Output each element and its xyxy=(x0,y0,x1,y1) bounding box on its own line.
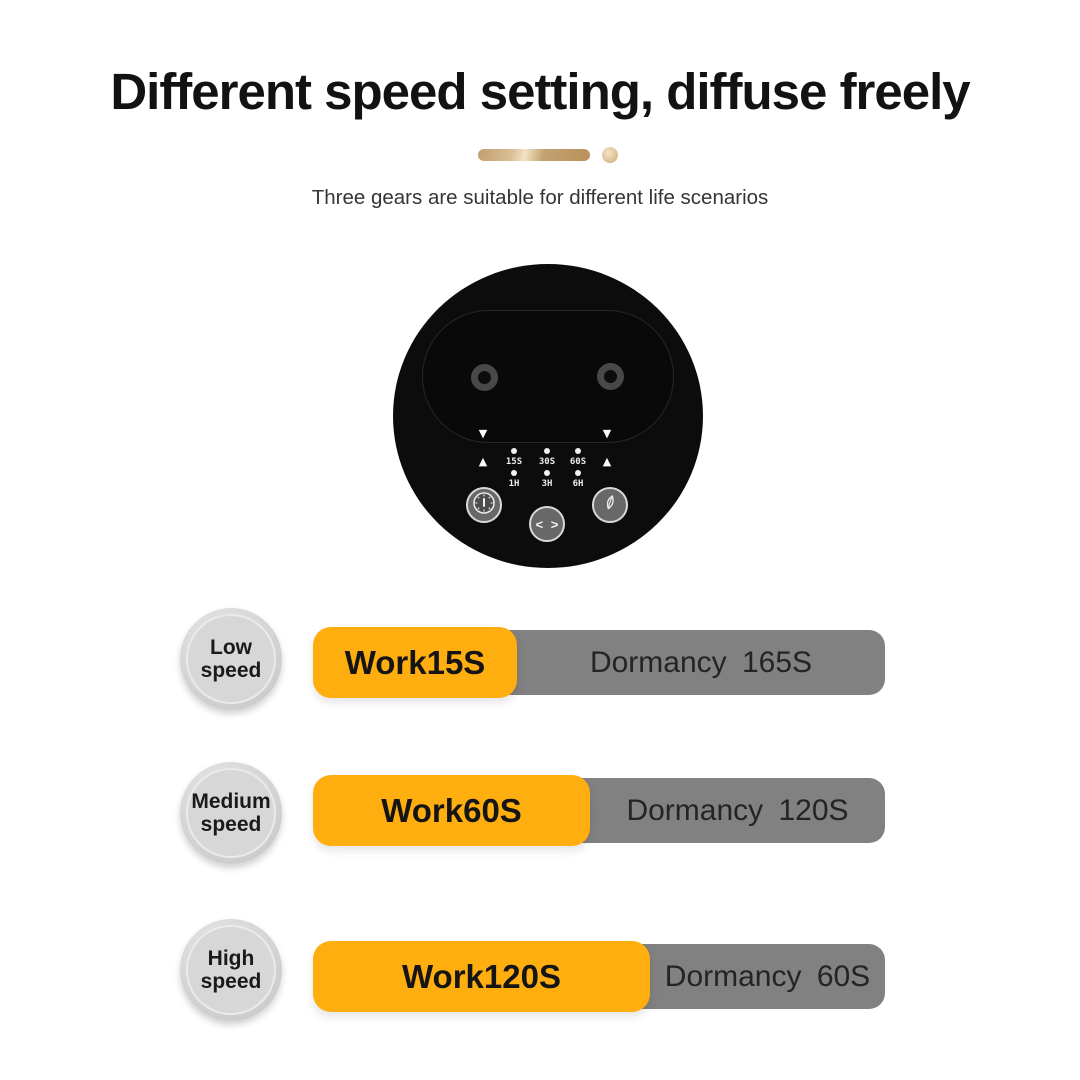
speed-badge-label xyxy=(186,768,276,858)
timer-label: 60S xyxy=(569,457,587,467)
indicator-dot xyxy=(575,470,581,476)
badge-line2: speed xyxy=(200,813,262,836)
mist-nozzle-left xyxy=(471,364,498,391)
speed-badge-label xyxy=(186,614,276,704)
badge-line1: Low xyxy=(210,636,252,659)
dormancy-label: Dormancy 120S xyxy=(626,793,849,827)
timer-label: 15S xyxy=(505,457,523,467)
dormancy-label: Dormancy 60S xyxy=(664,959,871,993)
mist-nozzle-right xyxy=(597,363,624,390)
timer-column-60s xyxy=(561,448,595,489)
badge-line1: Medium xyxy=(191,790,271,813)
triangle-up-icon: ▲ xyxy=(602,455,612,468)
left-right-arrows-icon: < > xyxy=(535,516,561,532)
timer-button xyxy=(466,487,502,523)
diffuser-top-view xyxy=(393,264,703,568)
page-subtitle: Three gears are suitable for different life scenarios xyxy=(311,186,769,209)
leaf-icon xyxy=(599,492,621,519)
indicator-dot xyxy=(511,470,517,476)
badge-line2: speed xyxy=(200,659,262,682)
speed-badge-high xyxy=(180,919,282,1021)
speed-badge-label xyxy=(186,925,276,1015)
triangle-down-icon: ▼ xyxy=(478,427,488,440)
gold-divider-bar xyxy=(478,149,590,161)
timer-column-30s xyxy=(530,448,564,489)
indicator-dot xyxy=(544,448,550,454)
mode-button xyxy=(529,506,565,542)
work-segment: Work15S xyxy=(313,627,517,698)
work-segment: Work120S xyxy=(313,941,650,1012)
mist-button xyxy=(592,487,628,523)
timer-column-15s xyxy=(497,448,531,489)
timer-label: 30S xyxy=(538,457,556,467)
gold-divider-dot xyxy=(602,147,618,163)
clock-icon xyxy=(472,491,496,520)
timer-label: 3H xyxy=(541,479,553,489)
triangle-up-icon: ▲ xyxy=(478,455,488,468)
speed-badge-medium xyxy=(180,762,282,864)
cycle-bar-medium xyxy=(313,775,885,846)
dormancy-label: Dormancy 165S xyxy=(589,645,813,679)
cycle-bar-high xyxy=(313,941,885,1012)
indicator-dot xyxy=(511,448,517,454)
page-title: Different speed setting, diffuse freely xyxy=(110,63,970,120)
badge-line1: High xyxy=(207,947,255,970)
mist-outlet-panel xyxy=(422,310,674,443)
indicator-dot xyxy=(544,470,550,476)
badge-line2: speed xyxy=(200,970,262,993)
cycle-bar-low xyxy=(313,627,885,698)
timer-label: 1H xyxy=(508,479,520,489)
timer-label: 6H xyxy=(572,479,584,489)
indicator-dot xyxy=(575,448,581,454)
work-segment: Work60S xyxy=(313,775,590,846)
speed-badge-low xyxy=(180,608,282,710)
triangle-down-icon: ▼ xyxy=(602,427,612,440)
